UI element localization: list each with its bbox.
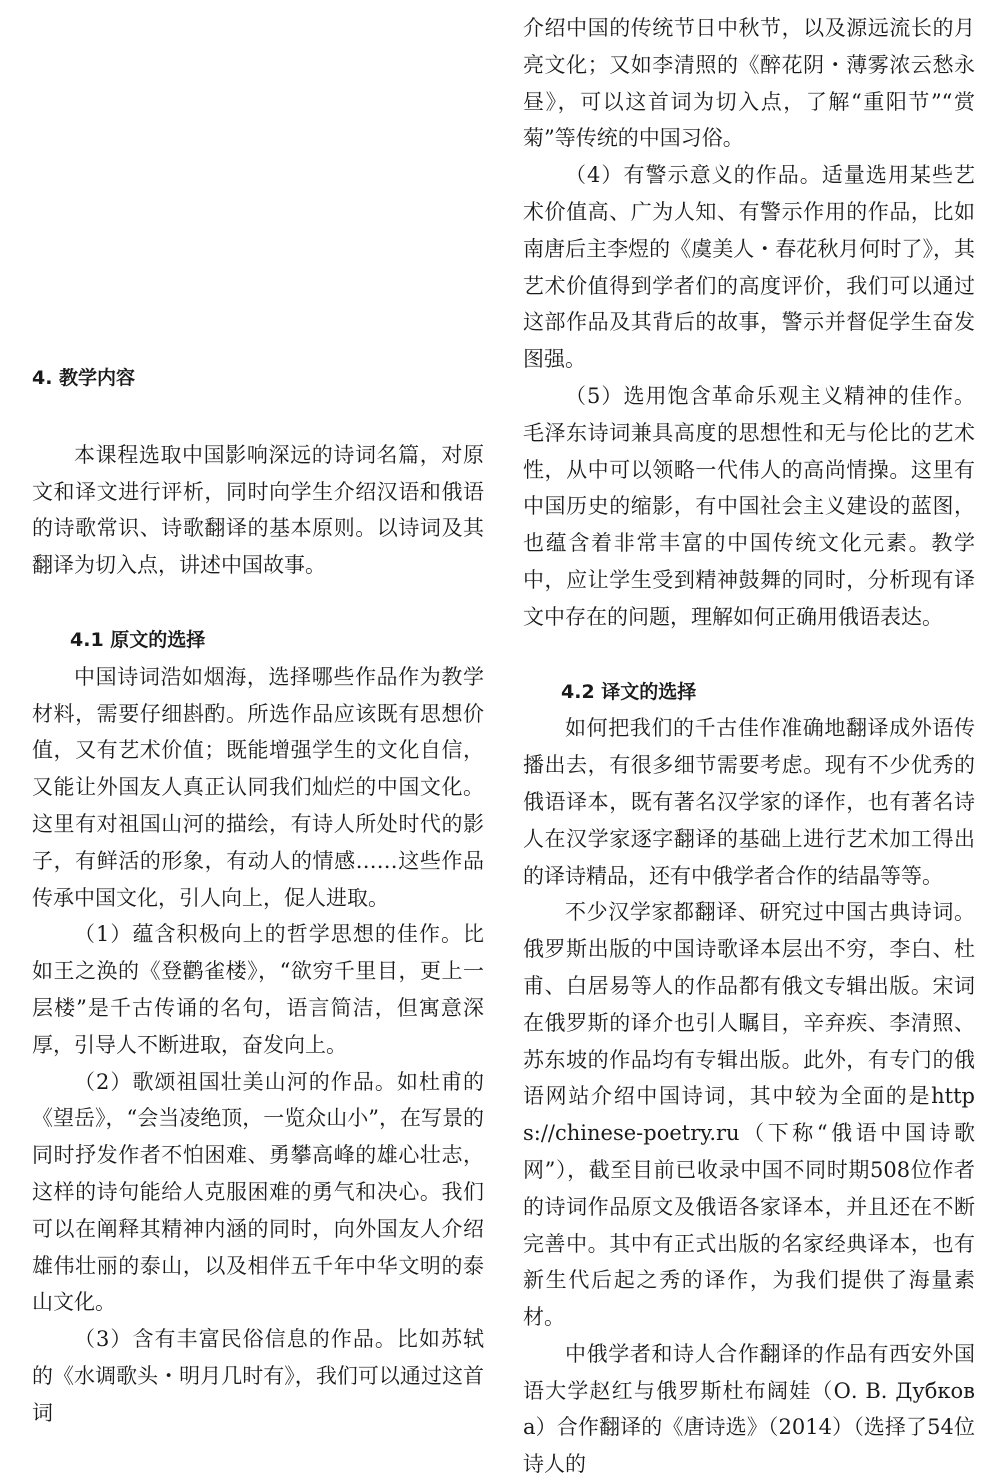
body-paragraph: （4）有警示意义的作品。适量选用某些艺术价值高、广为人知、有警示作用的作品，比如南唐后主李煜的《虞美人・春花秋月何时了》，其艺术价值得到学者们的高度评价，我们可以通过这部作品及其背后的故事，警示并督促学生奋发图强。 [523,163,975,372]
body-paragraph: 中俄学者和诗人合作翻译的作品有西安外国语大学赵红与俄罗斯杜布阔娃（О. В. Дубкова）合作翻译的《唐诗选》（2014）（选择了54位诗人的 [523,1341,975,1477]
section-heading-teaching-content: 4. 教学内容 [32,367,136,389]
body-paragraph: 不少汉学家都翻译、研究过中国古典诗词。俄罗斯出版的中国诗歌译本层出不穷，李白、杜甫、白居易等人的作品都有俄文专辑出版。宋词在俄罗斯的译介也引人瞩目，辛弃疾、李清照、苏东坡的作品均有专辑出版。此外，有专门的俄语网站介绍中国诗词，其中较为全面的是https://chinese-poetry.ru（下称“俄语中国诗歌网”），截至目前已收录中国不同时期508位作者的诗词作品原文及俄语各家译本，并且还在不断完善中。其中有正式出版的名家经典译本，也有新生代后起之秀的译作，为我们提供了海量素材。 [523,900,975,1330]
body-paragraph: （2）歌颂祖国壮美山河的作品。如杜甫的《望岳》，“会当凌绝顶，一览众山小”，在写景的同时抒发作者不怕困难、勇攀高峰的雄心壮志，这样的诗句能给人克服困难的勇气和决心。我们可以在阐释其精神内涵的同时，向外国友人介绍雄伟壮丽的泰山，以及相伴五千年中华文明的泰山文化。 [32,1069,484,1315]
intro-paragraph: 本课程选取中国影响深远的诗词名篇，对原文和译文进行评析，同时向学生介绍汉语和俄语的诗歌常识、诗歌翻译的基本原则。以诗词及其翻译为切入点，讲述中国故事。 [32,442,484,578]
subsection-heading-translation-selection: 4.2 译文的选择 [561,680,697,703]
body-paragraph: 中国诗词浩如烟海，选择哪些作品作为教学材料，需要仔细斟酌。所选作品应该既有思想价值，又有艺术价值；既能增强学生的文化自信，又能让外国友人真正认同我们灿烂的中国文化。这里有对祖国山河的描绘，有诗人所处时代的影子，有鲜活的形象，有动人的情感……这些作品传承中国文化，引人向上，促人进取。 [32,664,484,910]
body-paragraph: 介绍中国的传统节日中秋节，以及源远流长的月亮文化；又如李清照的《醉花阴・薄雾浓云愁永昼》，可以这首词为切入点，了解“重阳节”“赏菊”等传统的中国习俗。 [523,16,975,151]
body-paragraph: （3）含有丰富民俗信息的作品。比如苏轼的《水调歌头・明月几时有》，我们可以通过这首词 [32,1327,484,1425]
right-column [523,0,975,1483]
body-paragraph: （5）选用饱含革命乐观主义精神的佳作。毛泽东诗词兼具高度的思想性和无与伦比的艺术性，从中可以领略一代伟人的高尚情操。这里有中国历史的缩影，有中国社会主义建设的蓝图，也蕴含着非常丰富的中国传统文化元素。教学中，应让学生受到精神鼓舞的同时，分析现有译文中存在的问题，理解如何正确用俄语表达。 [523,383,975,629]
body-paragraph: 如何把我们的千古佳作准确地翻译成外语传播出去，有很多细节需要考虑。现有不少优秀的俄语译本，既有著名汉学家的译作，也有著名诗人在汉学家逐字翻译的基础上进行艺术加工得出的译诗精品，还有中俄学者合作的结晶等等。 [523,716,975,888]
body-paragraph: （1）蕴含积极向上的哲学思想的佳作。比如王之涣的《登鹳雀楼》，“欲穷千里目，更上一层楼”是千古传诵的名句，语言简洁，但寓意深厚，引导人不断进取，奋发向上。 [32,922,484,1057]
left-column [32,0,484,1432]
subsection-heading-source-selection: 4.1 原文的选择 [70,628,206,651]
